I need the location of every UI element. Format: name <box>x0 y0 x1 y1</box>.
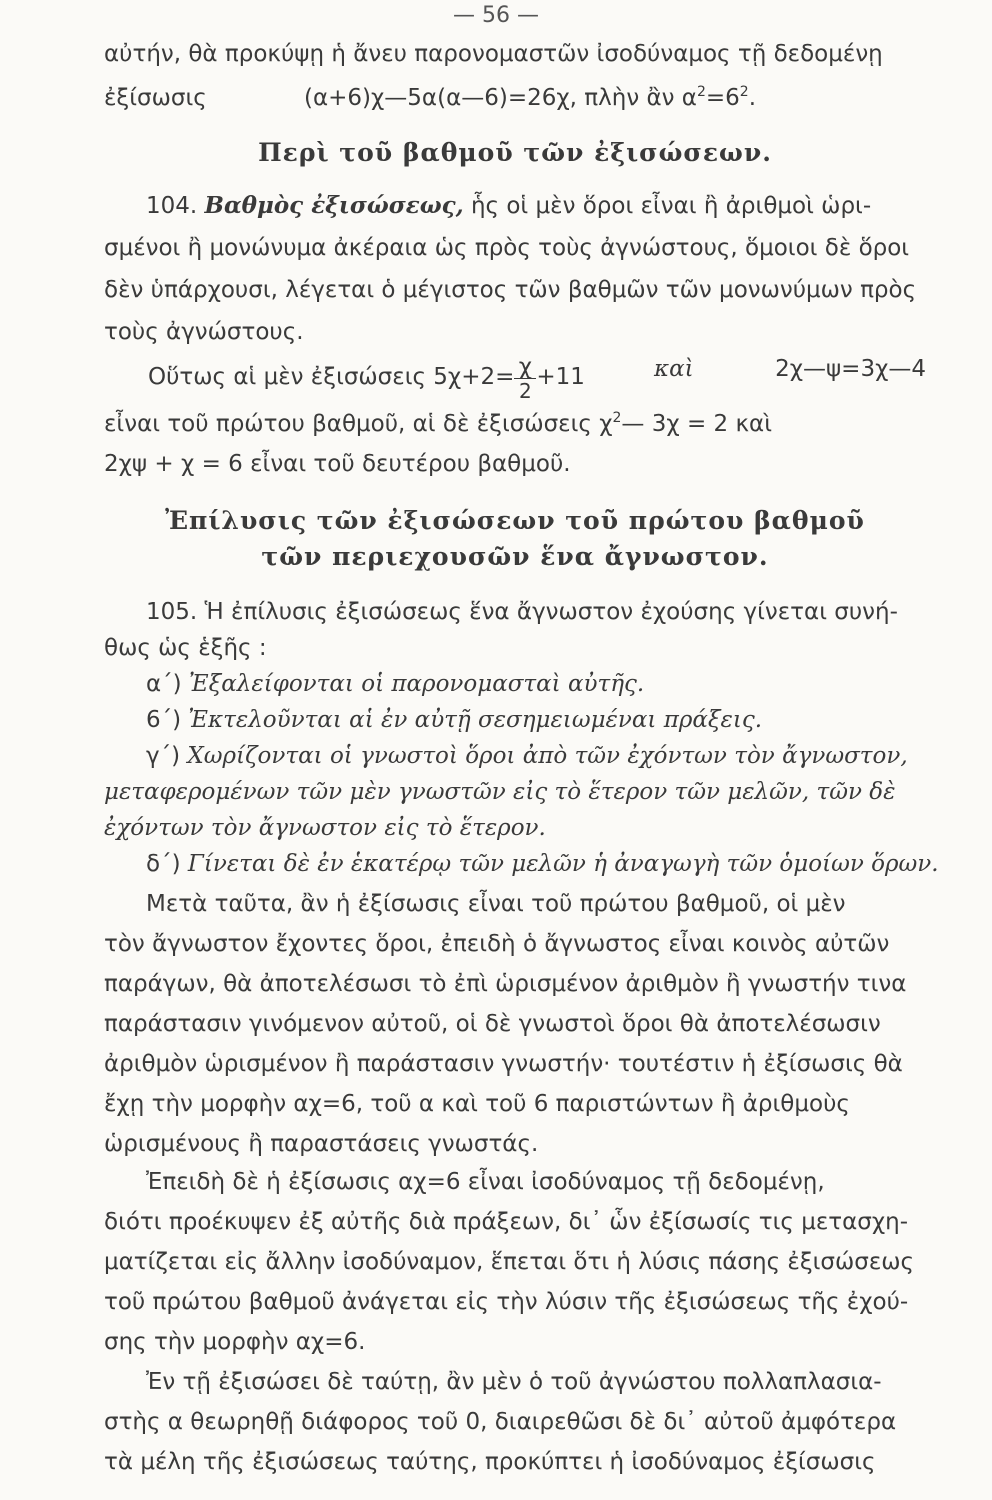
text-span: εἶναι τοῦ πρώτου βαθμοῦ, αἱ δὲ ἐξισώσεις χ <box>104 411 613 437</box>
equation: 2χ—ψ=3χ—4 <box>775 356 926 382</box>
text-line: παράγων, θὰ ἀποτελέσωσι τὸ ἐπὶ ὡρισμένον ἀριθμὸν ἢ γνωστήν τινα <box>104 971 907 997</box>
text-line: ἀριθμὸν ὡρισμένον ἢ παράστασιν γνωστήν· τουτέστιν ἡ ἐξίσωσις θὰ <box>104 1051 903 1077</box>
superscript: 2 <box>739 84 749 100</box>
list-item <box>104 740 926 772</box>
text-span: — 3χ = 2 καὶ <box>621 411 772 437</box>
text-line: στὴς α θεωρηθῇ διάφορος τοῦ 0, διαιρεθῶσι δὲ δι᾽ αὐτοῦ ἀμφότερα <box>104 1409 897 1435</box>
list-item <box>104 704 926 736</box>
equation-lead <box>148 356 585 403</box>
text-line <box>104 190 926 222</box>
text-line: τὸν ἄγνωστον ἔχοντες ὅροι, ἐπειδὴ ὁ ἄγνωστος εἶναι κοινὸς αὐτῶν <box>104 931 890 957</box>
text-line: διότι προέκυψεν ἐξ αὐτῆς διὰ πράξεων, δι᾽ ὧν ἐξίσωσίς τις μετασχη- <box>104 1209 909 1235</box>
section-heading: Περὶ τοῦ βαθμοῦ τῶν ἐξισώσεων. <box>258 138 772 167</box>
equation-part: +11 <box>536 364 585 390</box>
list-text: Ἐκτελοῦνται αἱ ἐν αὐτῇ σεσημειωμέναι πράξεις. <box>188 707 763 733</box>
text-line: αὐτήν, θὰ προκύψῃ ἡ ἄνευ παρονομαστῶν ἰσοδύναμος τῇ δεδομένῃ <box>104 41 883 67</box>
text-line: σμένοι ἢ μονώνυμα ἀκέραια ὡς πρὸς τοὺς ἀγνώστους, ὅμοιοι δὲ ὅροι <box>104 235 910 261</box>
text-line: παράστασιν γινόμενον αὐτοῦ, οἱ δὲ γνωστοὶ ὅροι θὰ ἀποτελέσωσιν <box>104 1011 881 1037</box>
text-line: μεταφερομένων τῶν μὲν γνωστῶν εἰς τὸ ἕτερον τῶν μελῶν, τῶν δὲ <box>104 779 896 805</box>
text-line: ματίζεται εἰς ἄλλην ἰσοδύναμον, ἕπεται ὅτι ἡ λύσις πάσης ἐξισώσεως <box>104 1249 915 1275</box>
equation-line <box>104 82 926 114</box>
text-line: ἔχῃ τὴν μορφὴν αχ=6, τοῦ α καὶ τοῦ 6 παριστώντων ἢ ἀριθμοὺς <box>104 1091 850 1117</box>
list-label: δ΄) <box>146 851 181 877</box>
equation <box>304 82 756 114</box>
text-line: τοῦ πρώτου βαθμοῦ ἀνάγεται εἰς τὴν λύσιν τῆς ἐξισώσεως τῆς ἐχού- <box>104 1289 909 1315</box>
list-item <box>104 848 939 880</box>
fraction-denominator: 2 <box>519 379 532 403</box>
text-span: ἧς οἱ μὲν ὅροι εἶναι ἢ ἀριθμοὶ ὡρι- <box>470 193 872 219</box>
list-label: α΄) <box>146 671 182 697</box>
text-line <box>104 408 926 440</box>
label-text: ἐξίσωσις <box>104 85 207 111</box>
text-line: Ἐν τῇ ἐξισώσει δὲ ταύτῃ, ἂν μὲν ὁ τοῦ ἀγνώστου πολλαπλασια- <box>146 1369 882 1395</box>
equation-part: Οὕτως αἱ μὲν ἐξισώσεις 5χ+2= <box>148 364 515 390</box>
fraction <box>514 356 536 403</box>
equation-row <box>104 346 926 410</box>
defined-term: Βαθμὸς ἐξισώσεως, <box>204 192 464 219</box>
list-text: Χωρίζονται οἱ γνωστοὶ ὅροι ἀπὸ τῶν ἐχόντων τὸν ἄγνωστον, <box>187 743 908 769</box>
text-line: σης τὴν μορφὴν αχ=6. <box>104 1329 366 1355</box>
page-number: — 56 — <box>453 3 539 28</box>
text-line: 105. Ἡ ἐπίλυσις ἐξισώσεως ἕνα ἄγνωστον ἐχούσης γίνεται συνή- <box>146 599 898 625</box>
list-text: Γίνεται δὲ ἐν ἑκατέρῳ τῶν μελῶν ἡ ἀναγωγὴ τῶν ὁμοίων ὅρων. <box>187 851 939 877</box>
equation-part: =6 <box>705 85 740 111</box>
text-line: Ἐπειδὴ δὲ ἡ ἐξίσωσις αχ=6 εἶναι ἰσοδύναμος τῇ δεδομένῃ, <box>146 1169 825 1195</box>
text-line: ἐχόντων τὸν ἄγνωστον εἰς τὸ ἕτερον. <box>104 815 546 841</box>
fraction-numerator: χ <box>514 356 536 379</box>
list-label: 6΄) <box>146 707 182 733</box>
text-line: 2χψ + χ = 6 εἶναι τοῦ δευτέρου βαθμοῦ. <box>104 451 571 477</box>
section-heading: τῶν περιεχουσῶν ἕνα ἄγνωστον. <box>261 542 769 571</box>
paragraph-number: 104. <box>146 193 198 219</box>
text-line: τοὺς ἀγνώστους. <box>104 319 304 345</box>
text-line: Μετὰ ταῦτα, ἂν ἡ ἐξίσωσις εἶναι τοῦ πρώτου βαθμοῦ, οἱ μὲν <box>146 891 846 917</box>
superscript: 2 <box>696 84 706 100</box>
text-line: ὡρισμένους ἢ παραστάσεις γνωστάς. <box>104 1131 539 1157</box>
list-label: γ΄) <box>146 743 181 769</box>
section-heading: Ἐπίλυσις τῶν ἐξισώσεων τοῦ πρώτου βαθμοῦ <box>165 506 865 535</box>
list-item <box>104 668 926 700</box>
punctuation: . <box>748 85 757 111</box>
equation-part: (α+6)χ—5α(α—6)=26χ, πλὴν ἂν α <box>304 85 697 111</box>
text-line: δὲν ὑπάρχουσι, λέγεται ὁ μέγιστος τῶν βαθμῶν τῶν μονωνύμων πρὸς <box>104 277 917 303</box>
text-line: θως ὡς ἑξῆς : <box>104 635 267 661</box>
text-line: τὰ μέλη τῆς ἐξισώσεως ταύτης, προκύπτει ἡ ἰσοδύναμος ἐξίσωσις <box>104 1449 876 1475</box>
superscript: 2 <box>612 410 622 426</box>
conjunction: καὶ <box>654 356 694 382</box>
list-text: Ἐξαλείφονται οἱ παρονομασταὶ αὐτῆς. <box>188 671 645 697</box>
